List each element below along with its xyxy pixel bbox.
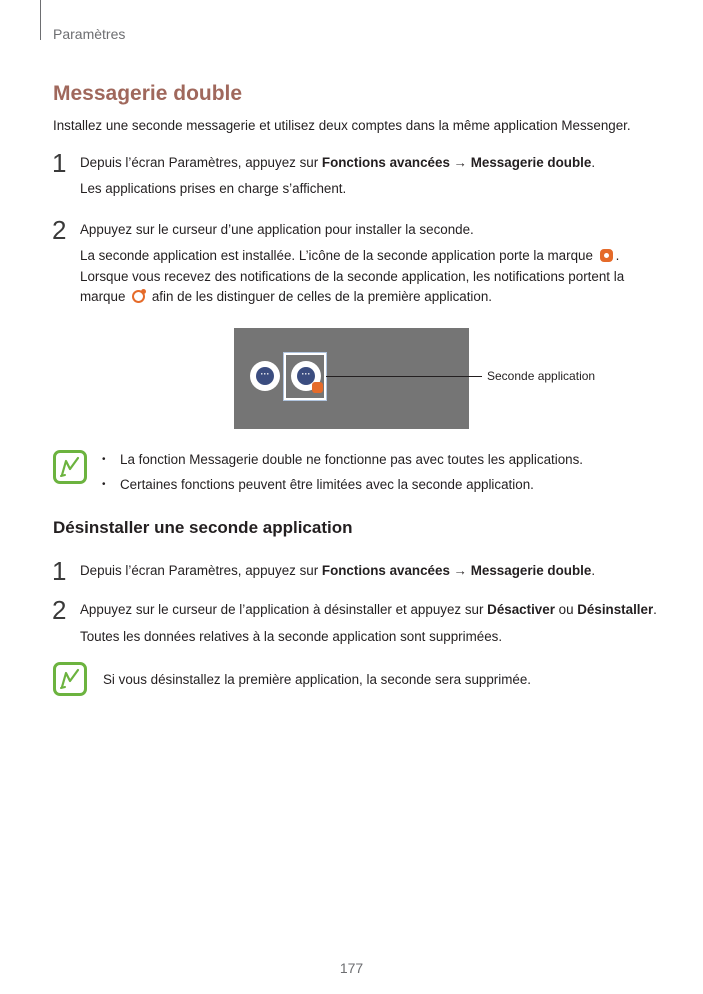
step-instruction: [80, 153, 660, 173]
note-text: Si vous désinstallez la première application, la seconde sera supprimée.: [103, 672, 531, 687]
punctuation: .: [591, 563, 596, 578]
detail-text: afin de les distinguer de celles de la première application.: [148, 289, 493, 304]
step-instruction: [80, 561, 660, 581]
punctuation: .: [591, 155, 596, 170]
step-number: 2: [52, 215, 67, 245]
punctuation: .: [615, 248, 620, 263]
list-item: • Certaines fonctions peuvent être limitées avec la seconde application.: [100, 472, 583, 497]
section-intro: Installez une seconde messagerie et utilisez deux comptes dans la même application Messenger.: [53, 118, 631, 133]
step-text: Depuis l’écran Paramètres, appuyez sur: [80, 155, 322, 170]
step-detail: Toutes les données relatives à la seconde application sont supprimées.: [80, 629, 503, 644]
subsection-title: Désinstaller une seconde application: [53, 518, 353, 537]
clone-badge-icon: [600, 249, 613, 262]
app-screenshot-figure: [234, 328, 469, 429]
note-pencil-icon: [53, 450, 87, 484]
clone-mark-icon: [132, 290, 145, 303]
messenger-app-icon: [250, 361, 280, 391]
second-messenger-app-icon: [291, 361, 321, 391]
section-title: Messagerie double: [53, 82, 243, 105]
menu-path-item: Désinstaller: [577, 602, 654, 617]
detail-text: La seconde application est installée. L’icône de la seconde application porte la marque: [80, 248, 597, 263]
running-header: Paramètres: [53, 26, 126, 42]
detail-text: Lorsque vous recevez des notifications de la seconde application, les notifications portent la: [80, 268, 625, 284]
step-detail: [80, 246, 640, 308]
arrow-separator: →: [449, 155, 471, 170]
menu-path-item: Messagerie double: [470, 155, 592, 170]
callout-line: [326, 376, 482, 377]
page-number: 177: [339, 960, 364, 976]
step-text: ou: [554, 602, 578, 617]
chat-bubble-icon: ···: [256, 367, 274, 385]
menu-path-item: Fonctions avancées: [321, 563, 450, 578]
list-item: • La fonction Messagerie double ne fonctionne pas avec toutes les applications.: [100, 447, 583, 472]
menu-path-item: Messagerie double: [470, 563, 592, 578]
step-instruction: [80, 600, 660, 620]
step-text: Appuyez sur le curseur de l’application à désinstaller et appuyez sur: [80, 602, 488, 617]
callout-label: Seconde application: [487, 369, 596, 383]
arrow-separator: →: [449, 563, 471, 578]
note-pencil-icon: [53, 662, 87, 696]
step-number: 2: [52, 595, 67, 625]
note-bullet-list: [100, 447, 583, 497]
margin-rule: [40, 0, 41, 40]
clone-badge-icon: [312, 382, 323, 393]
step-number: 1: [52, 148, 67, 178]
detail-text: marque: [80, 289, 130, 304]
menu-path-item: Fonctions avancées: [321, 155, 450, 170]
chat-bubble-icon: ···: [297, 367, 315, 385]
step-detail: Les applications prises en charge s’affichent.: [80, 181, 347, 196]
step-text: Depuis l’écran Paramètres, appuyez sur: [80, 563, 322, 578]
step-instruction: Appuyez sur le curseur d’une application pour installer la seconde.: [80, 222, 474, 237]
menu-path-item: Désactiver: [487, 602, 555, 617]
step-number: 1: [52, 556, 67, 586]
punctuation: .: [653, 602, 657, 617]
